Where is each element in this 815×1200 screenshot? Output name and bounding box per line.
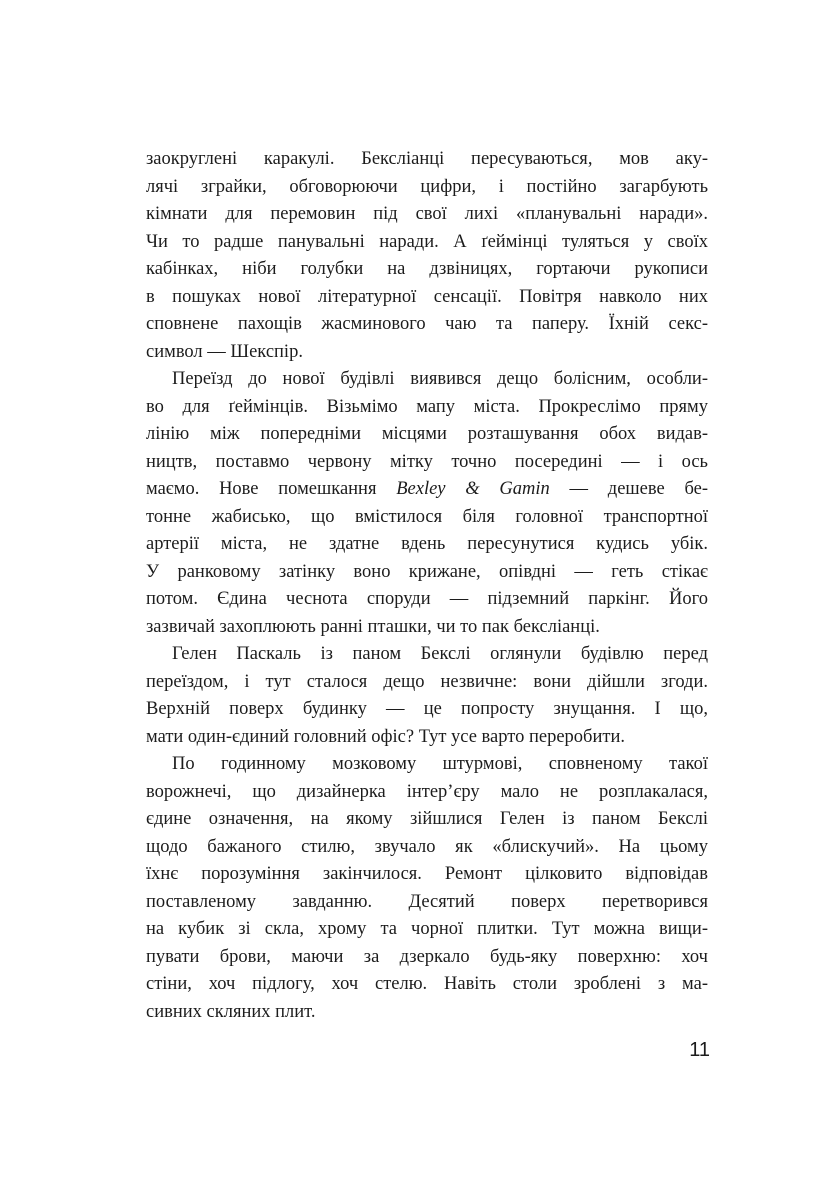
text-line: ворожнечі, що дизайнерка інтер’єру мало не розплакалася, bbox=[146, 781, 708, 802]
text-line: символ — Шекспір. bbox=[146, 341, 303, 362]
text-line: їхнє порозуміння закінчилося. Ремонт цілковито відповідав bbox=[146, 864, 708, 884]
text-line bbox=[146, 476, 708, 504]
text-line: щодо бажаного стилю, звучало як «блискучий». На цьому bbox=[146, 836, 708, 857]
text-line: мати один-єдиний головний офіс? Тут усе варто переробити. bbox=[146, 726, 625, 747]
text-line: Верхній поверх будинку — це попросту знущання. І що, bbox=[146, 699, 708, 719]
text-line: заокруглені каракулі. Бексліанці пересуваються, мов аку- bbox=[146, 149, 708, 169]
paragraph-first-line: По годинному мозковому штурмові, сповненому такої bbox=[172, 754, 708, 774]
text-segment: маємо. Нове помешкання bbox=[146, 479, 377, 499]
text-line: стіни, хоч підлогу, хоч стелю. Навіть столи зроблені з ма- bbox=[146, 974, 708, 994]
text-line: кабінках, ніби голубки на дзвіницях, гортаючи рукописи bbox=[146, 259, 708, 279]
text-line: лячі зграйки, обговорюючи цифри, і постійно загарбують bbox=[146, 176, 708, 197]
text-line: потом. Єдина чеснота споруди — підземний паркінг. Його bbox=[146, 589, 708, 609]
text-segment: — дешеве бе- bbox=[569, 479, 708, 499]
company-name-italic: Bexley & Gamin bbox=[396, 479, 550, 499]
text-line: ництв, поставмо червону мітку точно посередині — і ось bbox=[146, 451, 708, 472]
text-line: в пошуках нової літературної сенсації. Повітря навколо них bbox=[146, 286, 708, 307]
text-line: поставленому завданню. Десятий поверх перетворився bbox=[146, 891, 708, 912]
text-line: артерії міста, не здатне вдень пересунутися кудись убік. bbox=[146, 534, 708, 554]
text-line: сивних скляних плит. bbox=[146, 1001, 316, 1022]
text-line: Чи то радше панувальні наради. А ґеймінці туляться у своїх bbox=[146, 231, 708, 252]
text-line: переїздом, і тут сталося дещо незвичне: вони дійшли згоди. bbox=[146, 671, 708, 692]
text-line: тонне жабисько, що вмістилося біля головної транспортної bbox=[146, 506, 708, 527]
text-line: зазвичай захоплюють ранні пташки, чи то пак бексліанці. bbox=[146, 616, 600, 637]
page-number: 11 bbox=[689, 1039, 710, 1061]
text-line: пувати брови, маючи за дзеркало будь-яку поверхню: хоч bbox=[146, 946, 708, 967]
text-line: У ранковому затінку воно крижане, опівдні — геть стікає bbox=[146, 561, 708, 582]
paragraph-first-line: Гелен Паскаль із паном Бекслі оглянули будівлю перед bbox=[172, 644, 708, 664]
text-line: лінію між попередніми місцями розташування обох видав- bbox=[146, 424, 708, 444]
text-line: на кубик зі скла, хрому та чорної плитки. Тут можна вищи- bbox=[146, 919, 708, 939]
text-line: єдине означення, на якому зійшлися Гелен із паном Бекслі bbox=[146, 809, 708, 829]
text-line: во для ґеймінців. Візьмімо мапу міста. Прокреслімо пряму bbox=[146, 396, 708, 417]
paragraph-first-line: Переїзд до нової будівлі виявився дещо болісним, особли- bbox=[172, 369, 708, 389]
text-line: сповнене пахощів жасминового чаю та паперу. Їхній секс- bbox=[146, 314, 708, 334]
text-line: кімнати для перемовин під свої лихі «планувальні наради». bbox=[146, 204, 708, 224]
